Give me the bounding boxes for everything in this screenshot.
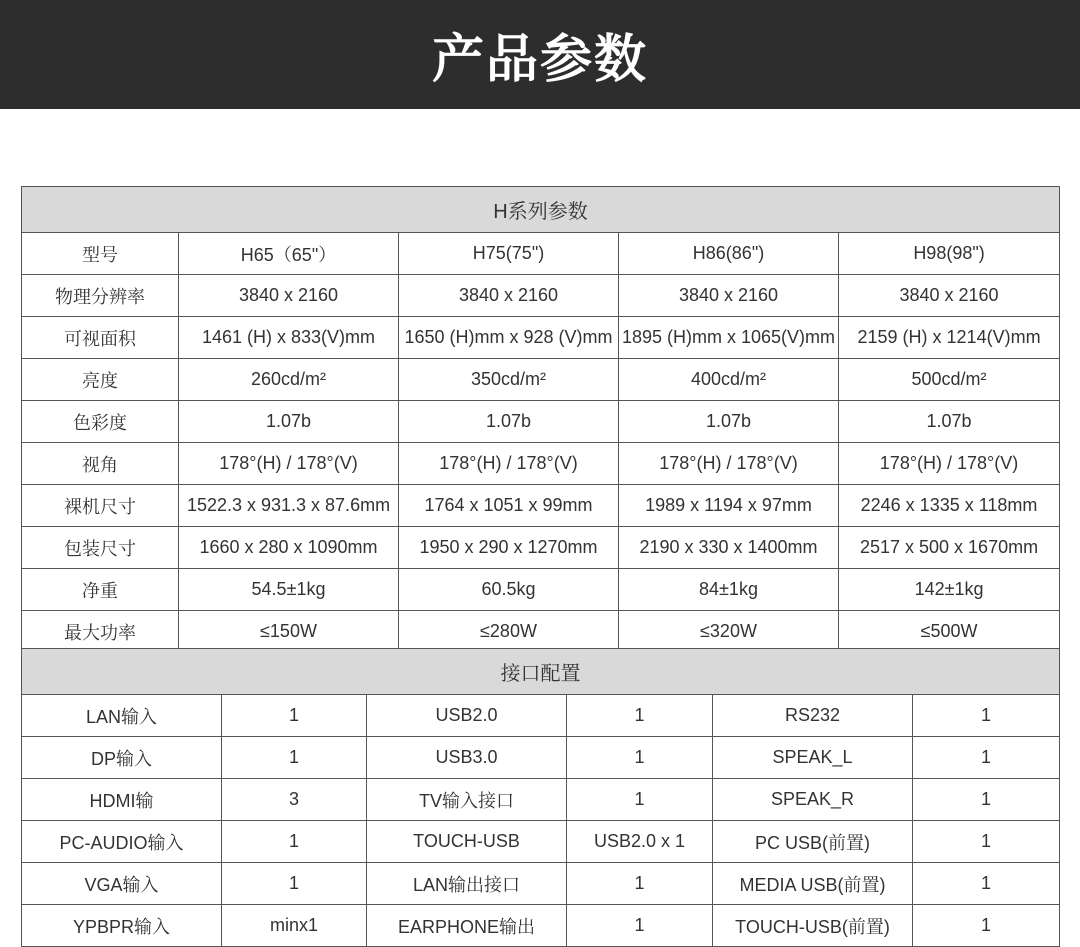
table-cell: 1764 x 1051 x 99mm: [399, 485, 619, 527]
table-cell: 3: [222, 779, 367, 821]
table-row: [22, 779, 1060, 821]
table-cell: 178°(H) / 178°(V): [399, 443, 619, 485]
spec-section-title: H系列参数: [22, 187, 1060, 233]
table-cell: 1: [567, 779, 713, 821]
table-row: [22, 233, 1060, 275]
table-cell: 178°(H) / 178°(V): [619, 443, 839, 485]
spec-section-header: [22, 187, 1060, 233]
table-cell: SPEAK_R: [713, 779, 913, 821]
row-label-cell: 可视面积: [22, 317, 179, 359]
table-cell: 1950 x 290 x 1270mm: [399, 527, 619, 569]
table-row: [22, 485, 1060, 527]
table-cell: 178°(H) / 178°(V): [839, 443, 1060, 485]
page-title: 产品参数: [431, 30, 648, 90]
table-cell: RS232: [713, 695, 913, 737]
row-label-cell: 色彩度: [22, 401, 179, 443]
table-cell: 1: [222, 695, 367, 737]
table-cell: 1: [913, 905, 1060, 947]
port-table: [21, 648, 1060, 947]
table-cell: TOUCH-USB: [367, 821, 567, 863]
table-cell: 1: [913, 821, 1060, 863]
table-cell: 500cd/m²: [839, 359, 1060, 401]
table-row: [22, 695, 1060, 737]
table-row: [22, 737, 1060, 779]
table-cell: 1.07b: [399, 401, 619, 443]
row-label-cell: 包装尺寸: [22, 527, 179, 569]
table-cell: minx1: [222, 905, 367, 947]
row-label-cell: HDMI输: [22, 779, 222, 821]
table-cell: H98(98"): [839, 233, 1060, 275]
row-label-cell: 净重: [22, 569, 179, 611]
table-row: [22, 905, 1060, 947]
table-cell: 54.5±1kg: [179, 569, 399, 611]
table-row: [22, 275, 1060, 317]
table-cell: USB3.0: [367, 737, 567, 779]
table-cell: ≤320W: [619, 611, 839, 653]
table-cell: TV输入接口: [367, 779, 567, 821]
table-cell: 84±1kg: [619, 569, 839, 611]
table-cell: 1650 (H)mm x 928 (V)mm: [399, 317, 619, 359]
table-cell: USB2.0: [367, 695, 567, 737]
table-cell: TOUCH-USB(前置): [713, 905, 913, 947]
table-cell: 2159 (H) x 1214(V)mm: [839, 317, 1060, 359]
port-section-header: [22, 649, 1060, 695]
table-cell: 1: [913, 737, 1060, 779]
table-cell: 1: [222, 821, 367, 863]
table-cell: 1: [567, 905, 713, 947]
table-row: [22, 527, 1060, 569]
table-row: [22, 611, 1060, 653]
table-cell: ≤500W: [839, 611, 1060, 653]
table-cell: 2517 x 500 x 1670mm: [839, 527, 1060, 569]
table-row: [22, 359, 1060, 401]
table-cell: EARPHONE输出: [367, 905, 567, 947]
table-cell: 2246 x 1335 x 118mm: [839, 485, 1060, 527]
table-cell: 1: [567, 863, 713, 905]
table-row: [22, 863, 1060, 905]
table-row: [22, 569, 1060, 611]
table-cell: 1.07b: [179, 401, 399, 443]
table-row: [22, 443, 1060, 485]
table-cell: 60.5kg: [399, 569, 619, 611]
table-cell: 3840 x 2160: [399, 275, 619, 317]
table-cell: 1.07b: [619, 401, 839, 443]
table-row: [22, 821, 1060, 863]
table-cell: 1: [913, 779, 1060, 821]
table-cell: 1: [222, 863, 367, 905]
table-cell: 1522.3 x 931.3 x 87.6mm: [179, 485, 399, 527]
table-row: [22, 401, 1060, 443]
row-label-cell: 最大功率: [22, 611, 179, 653]
table-row: [22, 317, 1060, 359]
table-cell: SPEAK_L: [713, 737, 913, 779]
table-cell: 3840 x 2160: [619, 275, 839, 317]
row-label-cell: 裸机尺寸: [22, 485, 179, 527]
table-cell: 350cd/m²: [399, 359, 619, 401]
table-cell: 1989 x 1194 x 97mm: [619, 485, 839, 527]
row-label-cell: 物理分辨率: [22, 275, 179, 317]
header-banner: [0, 0, 1080, 109]
table-cell: 400cd/m²: [619, 359, 839, 401]
table-cell: ≤150W: [179, 611, 399, 653]
row-label-cell: LAN输入: [22, 695, 222, 737]
row-label-cell: DP输入: [22, 737, 222, 779]
row-label-cell: PC-AUDIO输入: [22, 821, 222, 863]
table-cell: H65（65"）: [179, 233, 399, 275]
table-cell: 3840 x 2160: [179, 275, 399, 317]
table-cell: 142±1kg: [839, 569, 1060, 611]
table-cell: 260cd/m²: [179, 359, 399, 401]
table-cell: 3840 x 2160: [839, 275, 1060, 317]
row-label-cell: 视角: [22, 443, 179, 485]
table-cell: 1: [222, 737, 367, 779]
table-cell: 1660 x 280 x 1090mm: [179, 527, 399, 569]
table-cell: 1.07b: [839, 401, 1060, 443]
table-cell: ≤280W: [399, 611, 619, 653]
spec-table: [21, 186, 1060, 653]
table-cell: 1: [567, 695, 713, 737]
table-cell: 1461 (H) x 833(V)mm: [179, 317, 399, 359]
table-cell: 2190 x 330 x 1400mm: [619, 527, 839, 569]
row-label-cell: VGA输入: [22, 863, 222, 905]
port-section-title: 接口配置: [22, 649, 1060, 695]
table-cell: 1895 (H)mm x 1065(V)mm: [619, 317, 839, 359]
table-cell: LAN输出接口: [367, 863, 567, 905]
row-label-cell: YPBPR输入: [22, 905, 222, 947]
table-cell: 1: [567, 737, 713, 779]
table-cell: H75(75"): [399, 233, 619, 275]
table-cell: 1: [913, 695, 1060, 737]
row-label-cell: 型号: [22, 233, 179, 275]
table-cell: PC USB(前置): [713, 821, 913, 863]
row-label-cell: 亮度: [22, 359, 179, 401]
table-cell: USB2.0 x 1: [567, 821, 713, 863]
table-cell: MEDIA USB(前置): [713, 863, 913, 905]
table-cell: 1: [913, 863, 1060, 905]
table-cell: 178°(H) / 178°(V): [179, 443, 399, 485]
table-cell: H86(86"): [619, 233, 839, 275]
